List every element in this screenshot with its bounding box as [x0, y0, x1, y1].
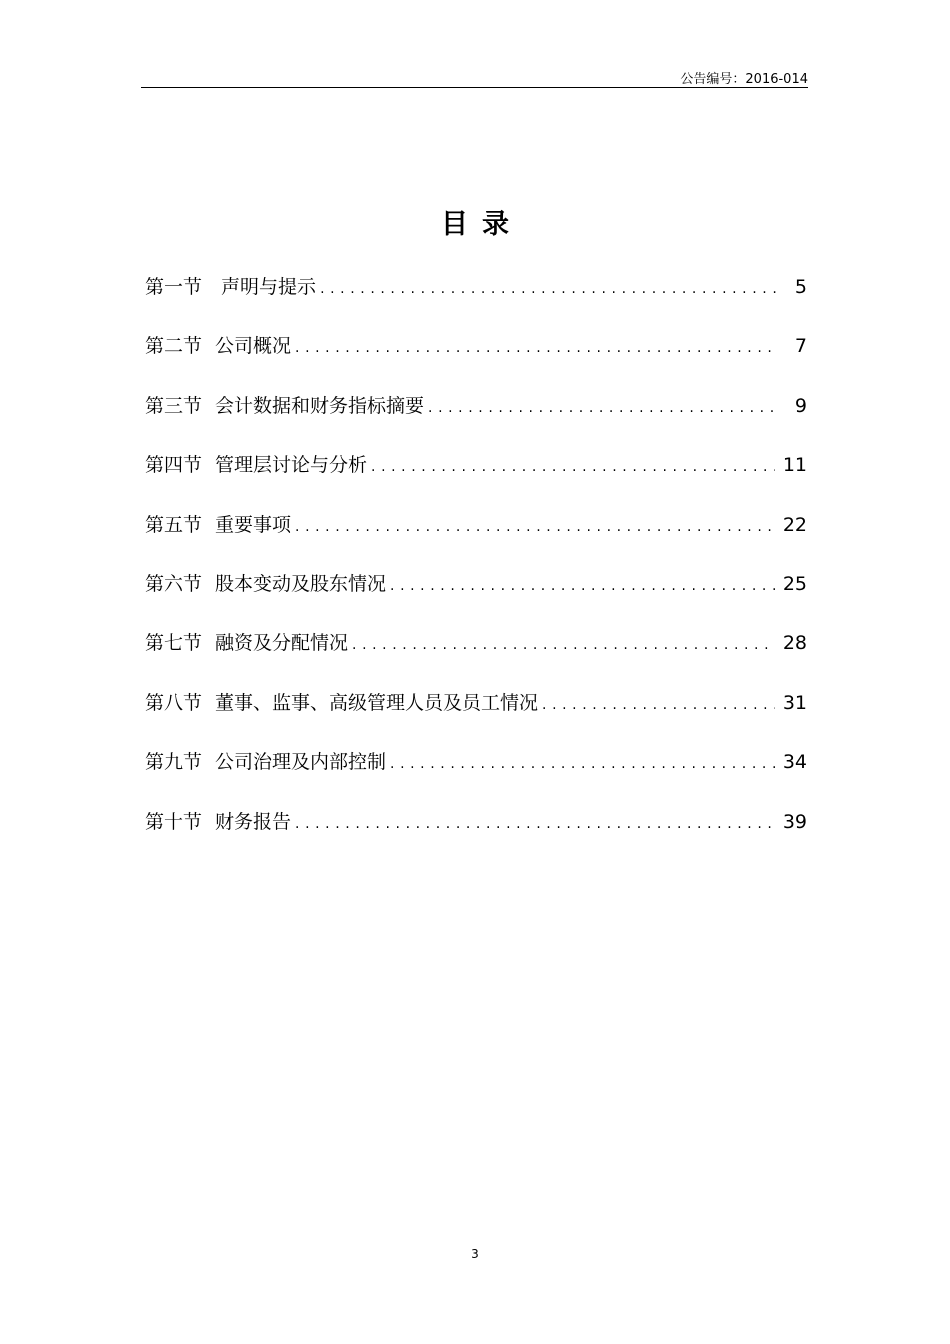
toc-entry-4[interactable] [145, 446, 807, 505]
toc-dot-leader [295, 329, 777, 367]
toc-section-label: 第十节 [145, 810, 203, 833]
toc-section-label: 第一节 [145, 276, 203, 298]
toc-entry-2[interactable] [145, 327, 807, 386]
toc-page-number: 25 [782, 572, 807, 595]
toc-section-label: 第三节 [145, 394, 203, 417]
toc-dot-leader [428, 389, 777, 427]
toc-section-label: 第二节 [145, 335, 203, 358]
toc-section-label: 第四节 [145, 454, 203, 477]
toc-heading: 会计数据和财务指标摘要 [215, 394, 425, 417]
toc-page-number: 22 [782, 513, 807, 536]
toc-heading: 公司概况 [215, 335, 292, 358]
toc-entry-7[interactable] [145, 624, 807, 683]
toc-section-label: 第六节 [145, 572, 203, 595]
toc-section-label: 第五节 [145, 513, 203, 536]
toc-section-label: 第八节 [145, 691, 203, 714]
toc-heading: 股本变动及股东情况 [215, 572, 387, 595]
toc-dot-leader [542, 686, 775, 724]
toc-entry-6[interactable] [145, 565, 807, 624]
toc-dot-leader [352, 626, 775, 664]
toc-title: 目录 [441, 209, 523, 240]
toc-page-number: 28 [782, 632, 807, 655]
toc-entry-9[interactable] [145, 743, 807, 802]
toc-entry-5[interactable] [145, 506, 807, 565]
toc-heading: 融资及分配情况 [215, 632, 349, 655]
page-number: 3 [471, 1247, 479, 1261]
toc-heading: 董事、监事、高级管理人员及员工情况 [215, 691, 539, 714]
toc-entry-1[interactable] [145, 268, 807, 327]
toc-section-label: 第九节 [145, 751, 203, 774]
toc-page-number: 11 [782, 454, 807, 477]
toc-page-number: 5 [794, 276, 807, 298]
toc-dot-leader [371, 448, 775, 486]
toc-page-number: 31 [782, 691, 807, 714]
toc-page-number: 9 [794, 394, 807, 417]
toc-heading: 财务报告 [215, 810, 292, 833]
toc-heading: 管理层讨论与分析 [215, 454, 368, 477]
toc-entry-3[interactable] [145, 387, 807, 446]
toc-heading: 声明与提示 [215, 276, 317, 298]
header-divider [141, 87, 808, 88]
toc-dot-leader [320, 270, 777, 308]
toc-page-number: 39 [782, 810, 807, 833]
toc-dot-leader [295, 805, 775, 843]
toc-dot-leader [390, 745, 775, 783]
toc-dot-leader [390, 567, 775, 605]
toc-dot-leader [295, 508, 775, 546]
toc-heading: 重要事项 [215, 513, 292, 536]
table-of-contents [145, 268, 807, 862]
toc-section-label: 第七节 [145, 632, 203, 655]
toc-page-number: 7 [794, 335, 807, 358]
toc-page-number: 34 [782, 751, 807, 774]
toc-heading: 公司治理及内部控制 [215, 751, 387, 774]
notice-code: 公告编号：2016-014 [680, 72, 808, 87]
toc-entry-10[interactable] [145, 803, 807, 862]
toc-entry-8[interactable] [145, 684, 807, 743]
